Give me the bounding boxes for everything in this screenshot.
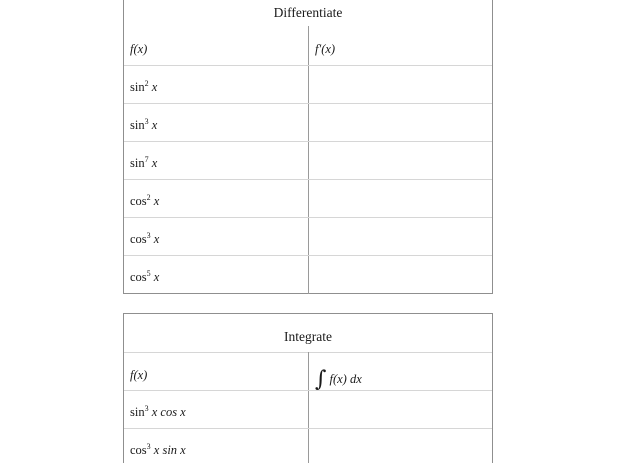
function-cell: $\cos^2 x$	[130, 193, 160, 208]
function-cell: $\cos^5 x$	[130, 269, 160, 284]
row-divider	[124, 428, 492, 429]
integral-sign-icon: ∫	[315, 367, 327, 392]
column-divider	[308, 26, 309, 294]
row-divider	[124, 65, 492, 66]
function-cell: $\cos^3 x$ sin x	[130, 442, 186, 457]
function-cell: $\sin^3 x$ cos x	[130, 404, 186, 419]
row-divider	[124, 179, 492, 180]
row-divider	[124, 103, 492, 104]
function-cell: $\cos^3 x$	[130, 231, 160, 246]
function-cell: $\sin^3 x$	[130, 117, 158, 132]
differentiate-table	[123, 0, 493, 294]
header-integral: ∫ f(x) dx	[315, 367, 362, 392]
column-divider	[308, 352, 309, 463]
integrate-table	[123, 313, 493, 463]
header-derivative: f′(x)	[315, 42, 336, 56]
differentiate-title: Differentiate	[273, 5, 343, 20]
header-function: f(x)	[130, 368, 148, 382]
row-divider	[124, 217, 492, 218]
integrate-title: Integrate	[284, 329, 332, 344]
header-function: f(x)	[130, 42, 148, 56]
row-divider	[124, 390, 492, 391]
row-divider	[124, 141, 492, 142]
function-cell: $\sin^7 x$	[130, 155, 158, 170]
function-cell: $\sin^2 x$	[130, 79, 158, 94]
row-divider	[124, 255, 492, 256]
